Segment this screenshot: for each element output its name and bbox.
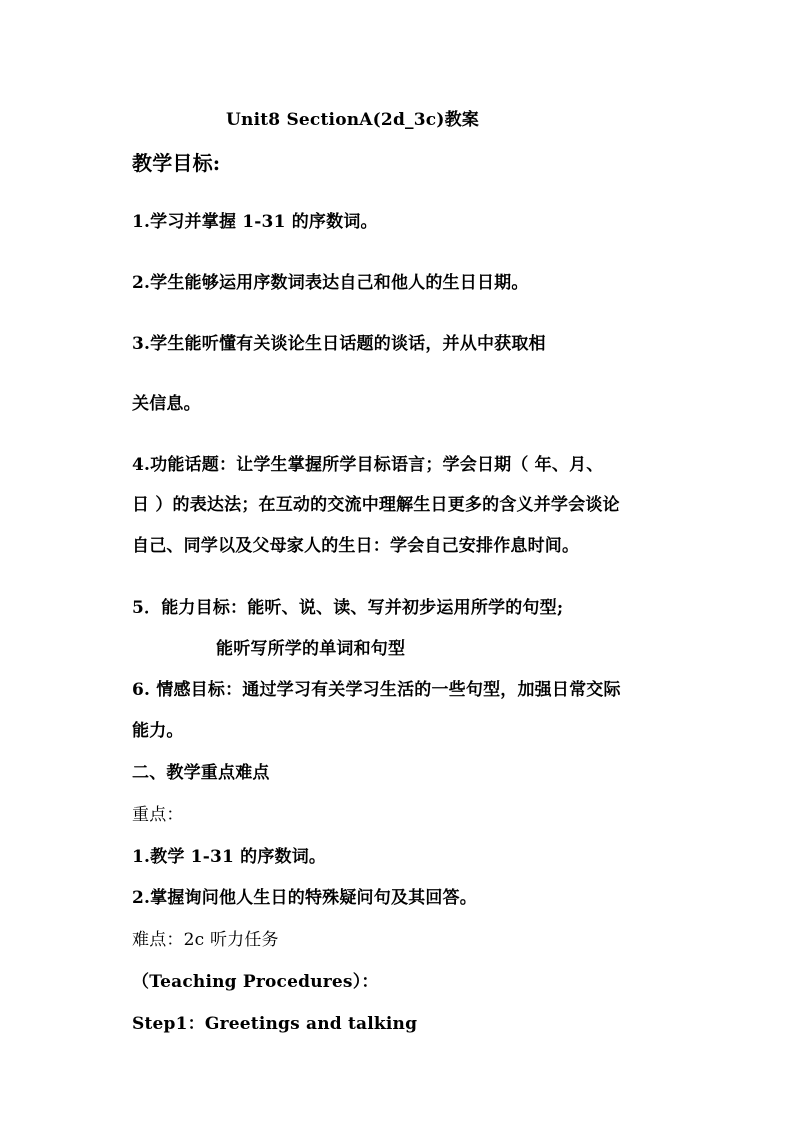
objective-5-cont: 能听写所学的单词和句型 — [216, 639, 406, 659]
objective-6-cont: 能力。 — [132, 721, 184, 741]
objective-4-cont2: 自己、同学以及父母家人的生日：学会自己安排作息时间。 — [132, 536, 580, 556]
key-point-2: 2.掌握询问他人生日的特殊疑问句及其回答。 — [132, 888, 477, 908]
objective-5: 5．能力目标：能听、说、读、写并初步运用所学的句型; — [132, 598, 564, 618]
section-heading: 教学目标: — [132, 151, 221, 175]
key-difficult-heading: 二、教学重点难点 — [132, 763, 270, 783]
objective-3: 3.学生能听懂有关谈论生日话题的谈话，并从中获取相 — [132, 334, 546, 354]
difficult-text: 2c 听力任务 — [183, 930, 279, 950]
objective-4: 4.功能话题：让学生掌握所学目标语言；学会日期（ 年、月、 — [132, 455, 604, 475]
objective-1: 1.学习并掌握 1-31 的序数词。 — [132, 212, 378, 232]
objective-3-cont: 关信息。 — [132, 394, 201, 414]
step-1: Step1：Greetings and talking — [132, 1014, 418, 1034]
difficult-label: 难点： — [132, 930, 184, 950]
objective-4-cont: 日 ）的表达法；在互动的交流中理解生日更多的含义并学会谈论 — [132, 495, 620, 515]
objective-2: 2.学生能够运用序数词表达自己和他人的生日日期。 — [132, 273, 529, 293]
difficult-line — [132, 925, 279, 950]
objective-6: 6. 情感目标：通过学习有关学习生活的一些句型，加强日常交际 — [132, 680, 621, 700]
key-point-1: 1.教学 1-31 的序数词。 — [132, 847, 327, 867]
procedures-heading: （Teaching Procedures）： — [132, 972, 379, 992]
document-title: Unit8 SectionA(2d_3c)教案 — [226, 110, 479, 130]
key-points-label: 重点： — [132, 805, 184, 825]
